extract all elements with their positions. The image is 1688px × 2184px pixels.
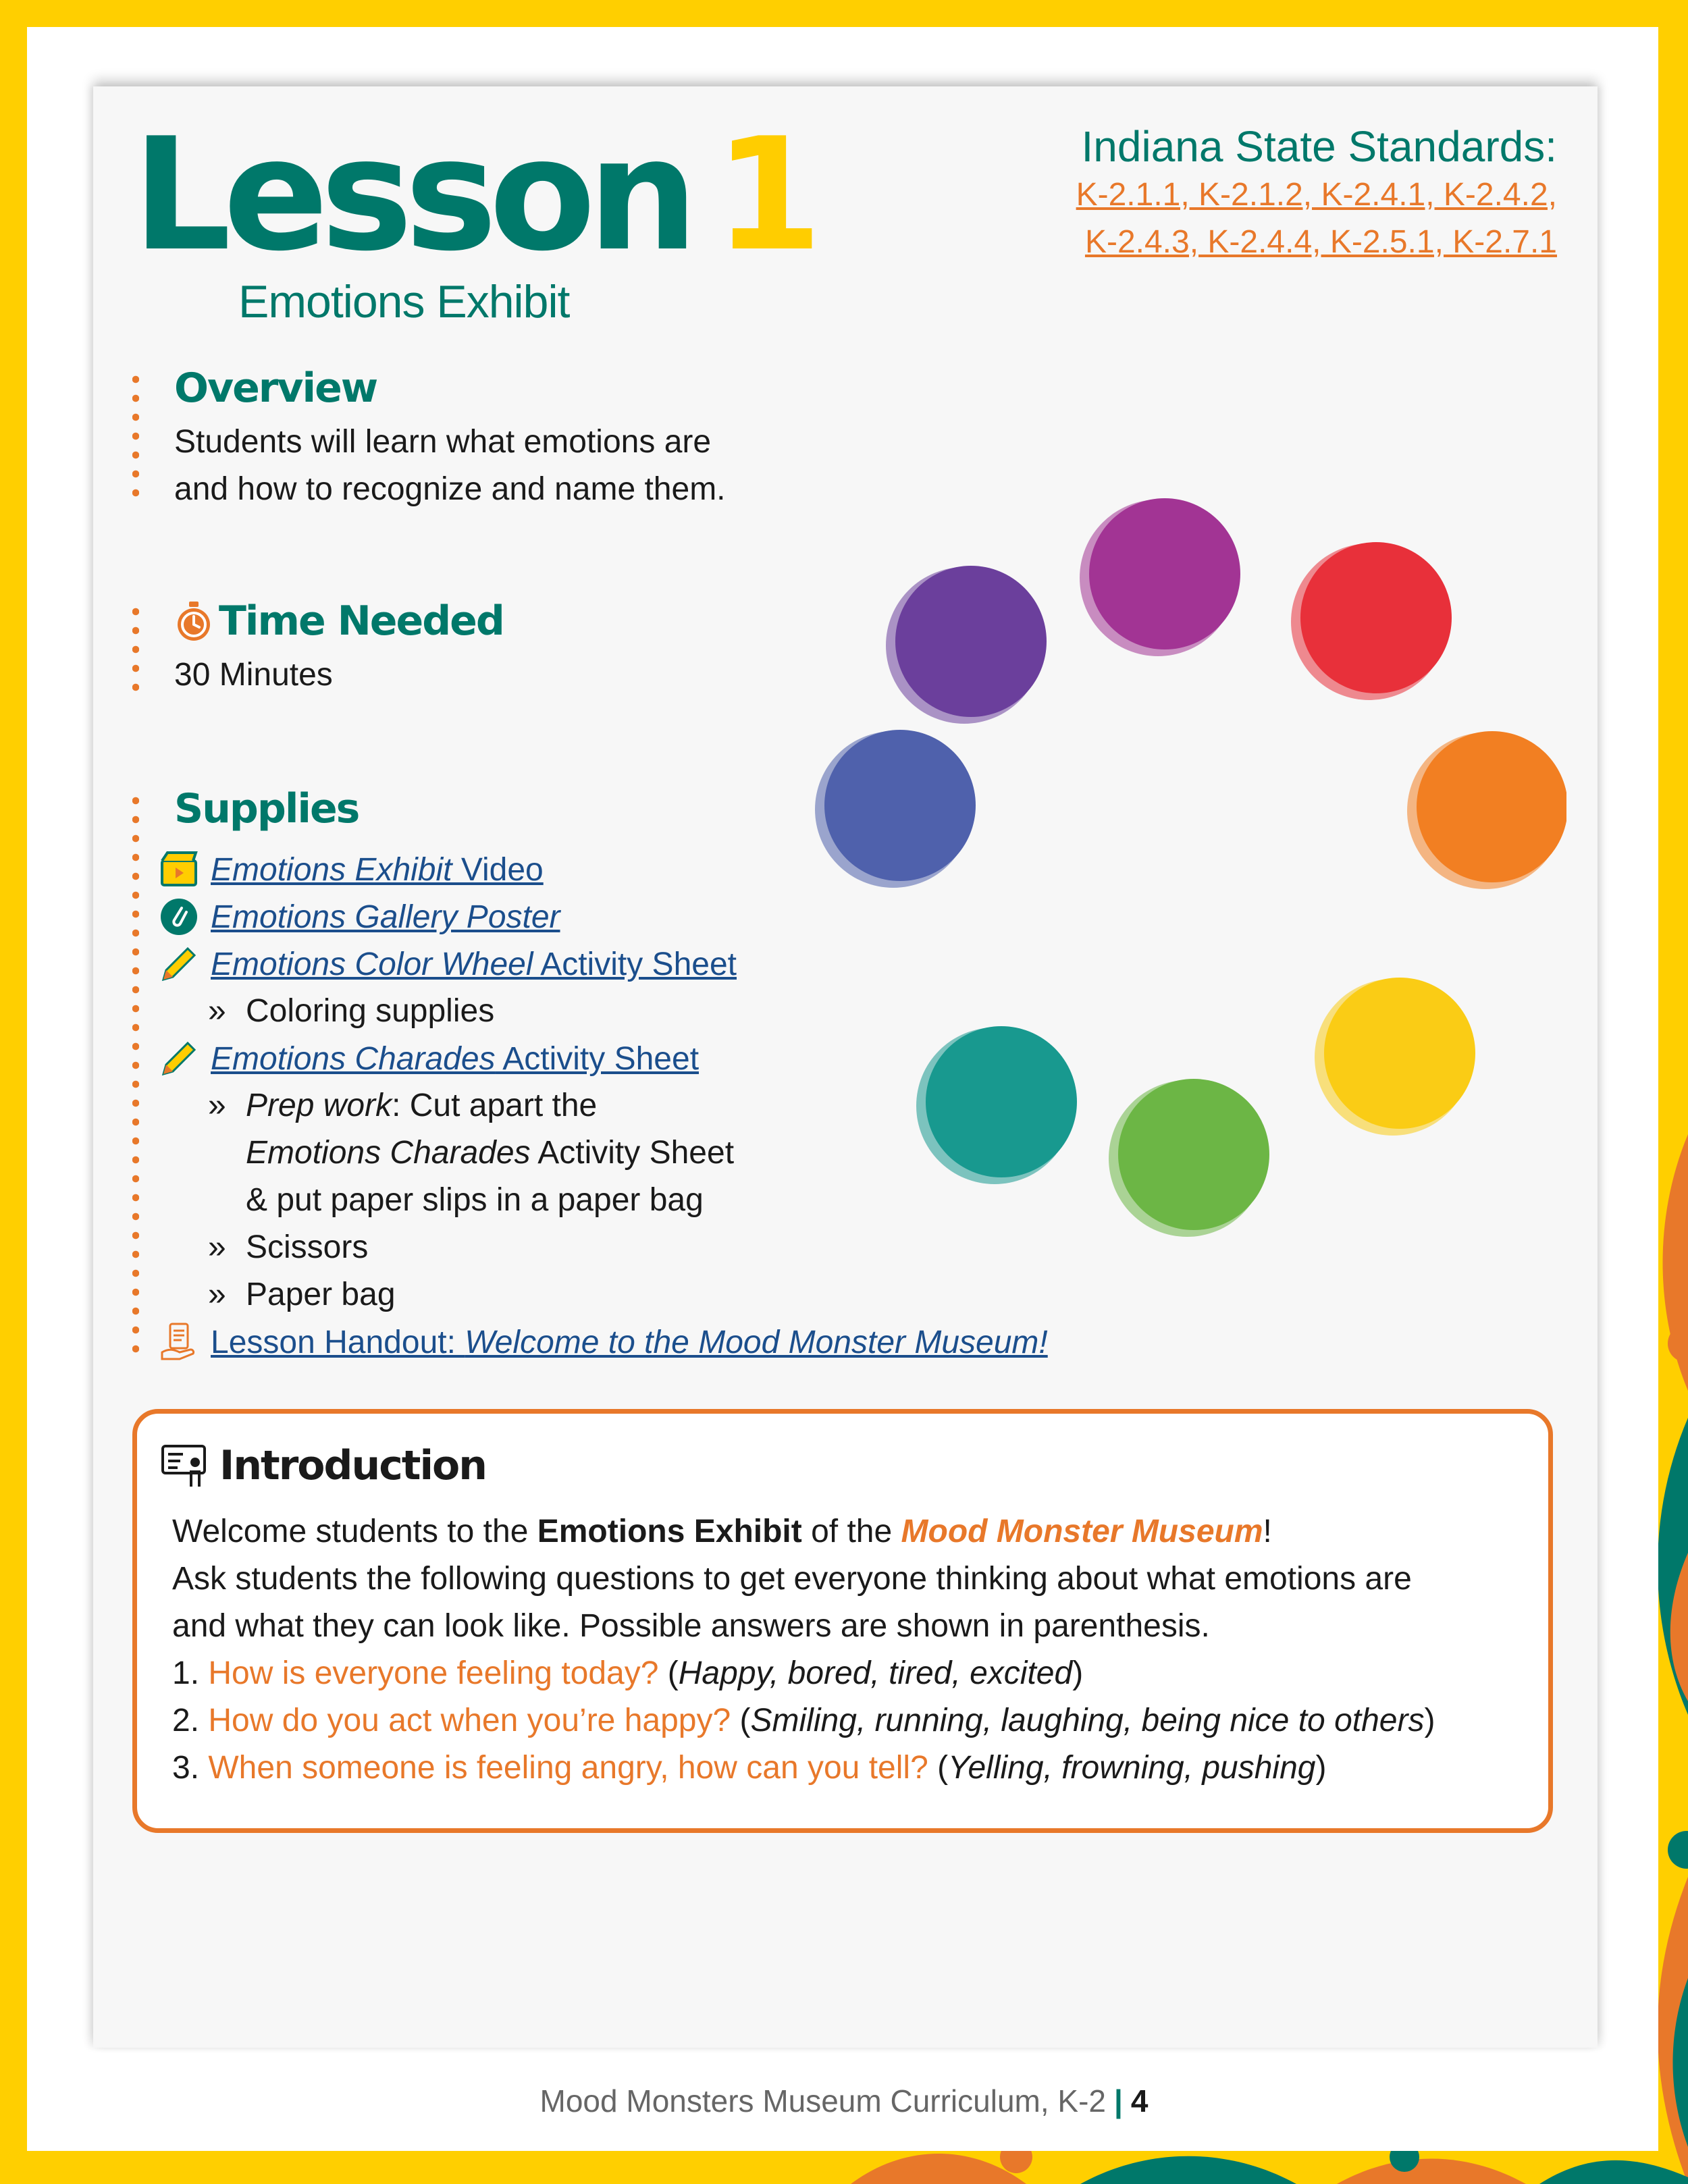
intro-line: Ask students the following questions to get everyone thinking about what emotions are	[172, 1561, 1412, 1597]
supply-link-text[interactable]: Activity Sheet	[533, 946, 737, 982]
dotted-guide-time	[132, 602, 139, 697]
scissors-text: Scissors	[246, 1229, 369, 1265]
lesson-number: 1	[714, 105, 815, 286]
intro-line: and what they can look like. Possible answers are shown in parenthesis.	[172, 1608, 1210, 1644]
page-number: 4	[1130, 2083, 1149, 2119]
paperclip-icon	[159, 897, 199, 936]
footer-text: Mood Monsters Museum Curriculum, K-2	[539, 2083, 1106, 2119]
intro-question: 2. How do you act when you’re happy? (Smiling, running, laughing, being nice to others)	[172, 1703, 1435, 1738]
presentation-icon	[160, 1442, 210, 1489]
emotion-color-circles	[797, 473, 1566, 1242]
lesson-title	[132, 105, 815, 286]
color-circle	[1300, 542, 1452, 693]
supply-sub-item: » Coloring supplies	[159, 988, 1172, 1035]
museum-name: Mood Monster Museum	[901, 1514, 1263, 1549]
pencil-icon	[159, 944, 199, 984]
intro-question: 1. How is everyone feeling today? (Happy, bored, tired, excited)	[172, 1655, 1084, 1691]
introduction-body	[172, 1508, 1536, 1792]
handout-title[interactable]: Welcome to the Mood Monster Museum!	[465, 1324, 1048, 1360]
overview-heading: Overview	[174, 365, 377, 412]
time-needed-value: 30 Minutes	[174, 657, 333, 693]
supply-sub-item: » Scissors	[159, 1224, 1172, 1271]
color-circle	[895, 566, 1047, 717]
supply-link-text[interactable]: Video	[452, 851, 544, 888]
supply-link-italic[interactable]: Emotions Charades	[211, 1040, 496, 1077]
time-needed-label: Time Needed	[219, 597, 504, 645]
lesson-subtitle: Emotions Exhibit	[238, 276, 570, 327]
overview-line: and how to recognize and name them.	[174, 471, 726, 507]
standards-title: Indiana State Standards:	[1081, 122, 1557, 171]
pencil-icon	[159, 1039, 199, 1078]
page-footer	[0, 2083, 1688, 2119]
intro-line: Welcome students to the Emotions Exhibit of the Mood Monster Museum!	[172, 1514, 1272, 1549]
color-circle	[1417, 731, 1566, 882]
color-circle	[926, 1026, 1077, 1177]
overview-line: Students will learn what emotions are	[174, 424, 712, 460]
color-circle	[1089, 498, 1240, 649]
emotions-exhibit-bold: Emotions Exhibit	[537, 1514, 802, 1549]
overview-text	[174, 419, 849, 513]
prep-work-text: : Cut apart the	[392, 1088, 598, 1123]
supply-link-text[interactable]: Activity Sheet	[495, 1040, 700, 1077]
standards-link[interactable]: K-2.4.3, K-2.4.4, K-2.5.1, K-2.7.1	[1084, 224, 1557, 260]
handout-prefix[interactable]: Lesson Handout:	[211, 1324, 465, 1360]
intro-question: 3. When someone is feeling angry, how can you tell? (Yelling, frowning, pushing)	[172, 1750, 1327, 1786]
supply-sub-item-continued: Emotions Charades Activity Sheet	[246, 1135, 735, 1171]
color-circle	[824, 730, 976, 881]
supply-item-handout[interactable]	[159, 1319, 1172, 1366]
handout-icon	[159, 1323, 199, 1362]
supplies-heading: Supplies	[174, 785, 359, 832]
standards-link[interactable]: K-2.1.1, K-2.1.2, K-2.4.1, K-2.4.2,	[1076, 177, 1557, 213]
footer-separator: |	[1114, 2083, 1123, 2119]
dotted-guide-supplies	[132, 791, 139, 1361]
coloring-supplies-text: Coloring supplies	[246, 993, 495, 1029]
video-clapper-icon	[159, 850, 199, 889]
dotted-guide-overview	[132, 370, 139, 505]
stopwatch-icon	[174, 600, 213, 642]
supply-sub-item: » Prep work: Cut apart the	[208, 1088, 598, 1123]
supply-link-italic[interactable]: Emotions Gallery Poster	[211, 899, 560, 935]
color-circle	[1118, 1079, 1269, 1230]
supply-sub-item-continued: & put paper slips in a paper bag	[246, 1182, 704, 1218]
lesson-word: Lesson	[132, 105, 691, 286]
supply-link-italic[interactable]: Emotions Exhibit	[211, 851, 452, 888]
introduction-heading: Introduction	[219, 1442, 486, 1489]
color-circle	[1324, 978, 1475, 1129]
prep-work-label: Prep work	[246, 1088, 392, 1123]
paper-bag-text: Paper bag	[246, 1277, 396, 1312]
supply-link-italic[interactable]: Emotions Color Wheel	[211, 946, 533, 982]
standards-block	[882, 122, 1557, 266]
supply-sub-item: » Paper bag	[159, 1271, 1172, 1319]
time-needed-heading	[174, 597, 504, 645]
introduction-box	[132, 1409, 1553, 1833]
